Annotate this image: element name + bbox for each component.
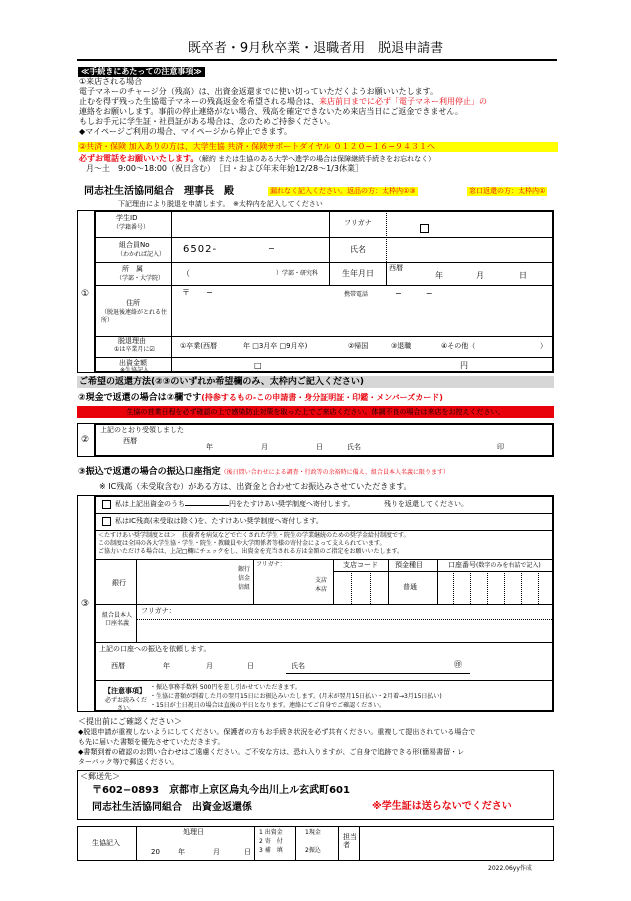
office-date-year: 年 (178, 848, 185, 856)
insurance-line: ②共済・保険 加入ありの方は、大学生協 共済・保険サポートダイヤル ０１２０−１６−９４３１へ (78, 142, 558, 152)
office-type-donation: 2 寄 付 (259, 838, 283, 845)
member-no-label: 組合員No (119, 241, 150, 249)
notice-line: 電子マネーのチャージ分（残高）は、出資金返還までに使い切っていただくようお願いいたします。 (79, 87, 438, 96)
received-name-label: 氏名 (347, 443, 361, 451)
deposit-type-ordinary: 普通 (403, 583, 417, 591)
received-label: 上記のとおり受領しました (100, 426, 184, 434)
mail-warning: ※学生証は送らないでください (372, 801, 512, 812)
affiliation-sub: （学部・大学院） (116, 275, 165, 282)
note-fee: ・振込事務手数料 500円を差し引かせていただきます。 (150, 684, 301, 691)
student-id-field[interactable] (420, 224, 429, 233)
amount-box: □ (254, 361, 262, 370)
donate-ic-label: 私はIC残高(未受取は除く)を、たすけあい奨学制度へ寄付します。 (115, 517, 323, 525)
donate-deposit-checkbox[interactable] (102, 500, 111, 509)
note-schedule: ・生協に書類が到着した月の翌月15日にお振込みいたします。(月末が翌月15日払い・2月着→3月15日払い) (150, 693, 442, 700)
request-month: 月 (206, 662, 213, 670)
office-method-cash: 1現金 (305, 829, 321, 836)
deposit-type-label: 預金種目 (395, 561, 423, 569)
furigana-label: フリガナ (344, 219, 372, 227)
office-method-transfer: 2振込 (305, 847, 321, 854)
received-seal: 印 (497, 443, 504, 451)
transfer-request: 上記の口座への振込を依頼します。 (99, 645, 211, 653)
office-date-era: 20 (151, 848, 160, 856)
birth-month: 月 (476, 271, 484, 280)
confirm-line: ◆脱退申請が重複しないようにしてください。保護者の方もお手続き状況を必ず共有ください。重複して提出されている場合で (78, 728, 476, 736)
holder-label: 組合員本人口座名義 (101, 612, 132, 628)
mail-org: 同志社生活協同組合 出資金返還係 (92, 802, 252, 813)
amount-yen: 円 (460, 361, 468, 370)
office-type-fill: 3 補 填 (259, 847, 283, 854)
method-band: ご希望の返還方法(②③のいずれか希望欄のみ、太枠内ご記入ください) (79, 377, 365, 387)
creation-date: 2022.06yy作成 (488, 865, 532, 872)
reason-other[interactable]: ④その他（ (441, 342, 476, 350)
legend-return: 漏れなく記入ください。返品の方：太枠内①③ (270, 187, 416, 195)
branch-main-label: 本店 (315, 586, 328, 593)
section3-number: ③ (81, 599, 90, 609)
request-seal: ㊞ (454, 660, 462, 669)
section2-number: ② (81, 435, 90, 445)
scholarship-info: ご協力いただける場合は、上記□欄にチェックをし、出資金を充当される方は金額のご指定をお願いいたします。 (98, 548, 404, 555)
legend-counter: 窓口返還の方：太枠内① (469, 187, 546, 195)
office-date-day: 日 (244, 848, 251, 856)
mail-label: ＜郵送先＞ (80, 772, 120, 781)
reason-graduation[interactable]: ①卒業(西暦 (180, 342, 218, 350)
title-rule (77, 59, 557, 61)
notice-line: ◆マイページご利用の場合、マイページから停止できます。 (79, 127, 292, 136)
reason-return-home[interactable]: ②帰国 (348, 342, 369, 350)
notes-title: 【注意事項】 (104, 687, 146, 695)
bank-label: 銀行 (112, 579, 126, 587)
office-staff-label: 担当者 (343, 833, 357, 850)
donate-ic-checkbox[interactable] (102, 517, 111, 526)
birth-era: 西暦 (389, 264, 403, 272)
section2-heading: ②現金で返還の場合は②欄です(持参するもの-この申請書・身分証明証・印鑑・メンバーズカード) (78, 393, 443, 403)
address-sub: （脱退後連絡がとれる住所） (101, 309, 168, 324)
section3-heading: ③振込で返還の場合の振込口座指定（後日問い合わせによる調査・行政等の余裕時に備え、組合員本人名義に限ります） (78, 467, 449, 477)
student-id-sub: （学籍番号） (113, 224, 150, 231)
received-month: 月 (261, 443, 268, 451)
birth-label: 生年月日 (342, 269, 374, 278)
bank-type-shinkumi: 信組 (238, 584, 251, 591)
bank-furigana: フリガナ： (256, 561, 286, 568)
reason-label: 脱退理由 (118, 337, 146, 345)
apply-line: 下記理由により脱退を申請します。 ※太枠内を記入してください (118, 200, 323, 208)
office-date-month: 月 (213, 848, 220, 856)
member-no-sub: （わかれば記入） (117, 251, 166, 258)
birth-day: 日 (519, 271, 527, 280)
member-no-dash: − (268, 244, 275, 253)
notice-line: 連絡をお願いします。事前の停止連絡がない場合、残高を確定できないため来店当日にご返金できません。 (79, 107, 463, 116)
affiliation-label: 所 属 (122, 265, 143, 273)
amount-label: 出資金額 (119, 359, 147, 367)
reason-sub: ①は卒業月に☑ (114, 346, 155, 353)
student-id-label: 学生ID (116, 214, 138, 222)
notice-line: ①来店される場合 (79, 77, 143, 86)
section1-thick-frame (94, 210, 554, 373)
donate-deposit-label: 私は上記出資金のうち 円をたすけあい奨学制度へ寄付します。 (115, 500, 355, 508)
mobile-label: 携帯電話 (344, 291, 369, 298)
confirm-line: ターパック等)で郵送ください。 (78, 758, 179, 766)
bank-type-bank: 銀行 (238, 566, 251, 573)
scholarship-info: ＜たすけあい奨学制度とは＞ 扶養者を病気などで亡くされた学生・院生の学業継続のための奨学金給付制度です。 (98, 532, 410, 539)
affiliation-open: （ (182, 269, 190, 278)
received-era: 西暦 (123, 437, 137, 445)
office-entry-label: 生協記入 (92, 839, 120, 847)
member-no-prefix[interactable]: 6502- (183, 244, 218, 255)
donate-deposit-rest: 残りを返還してください。 (384, 500, 468, 508)
bank-type-shinkin: 信金 (238, 575, 251, 582)
section1-number: ① (81, 289, 90, 299)
request-day: 日 (247, 662, 254, 670)
confirm-line: ◆書類到着の確認のお問い合わせはご遠慮ください。ご不安な方は、恐れ入りますが、ご自身で追跡できる形(簡易書留・レ (78, 748, 465, 756)
notice-line: もしお手元に学生証・社員証がある場合は、念のためご持参ください。 (79, 117, 335, 126)
scholarship-info: この制度は全国の各大学生協・学生・院生・教職員や大学関係者等様の寄付金によって支えられています。 (98, 540, 386, 547)
branch-label: 支店 (315, 577, 328, 584)
request-year: 年 (163, 662, 170, 670)
mail-address: 〒602−0893 京都市上京区烏丸今出川上ル玄武町601 (92, 785, 350, 796)
confirm-title: ＜提出前にご確認ください＞ (78, 717, 182, 726)
holder-furigana: フリガナ： (141, 607, 176, 615)
affiliation-close: ）学部・研究科 (276, 270, 319, 277)
office-date-label: 処理日 (183, 828, 204, 836)
reason-retire[interactable]: ③退職 (391, 342, 412, 350)
birth-year: 年 (435, 271, 443, 280)
received-day: 日 (316, 443, 323, 451)
request-name-label: 氏名 (291, 662, 305, 670)
notice-band: ≪手続きにあたっての注意事項≫ (78, 67, 205, 77)
notes-sub: 必ずお読みください。 (104, 697, 147, 712)
reason-other-close: ） (540, 342, 547, 350)
postal-field[interactable]: 〒 − (182, 288, 213, 297)
amount-sub: ※生協記入 (120, 367, 150, 374)
name-label: 氏名 (350, 245, 366, 254)
page-title: 既卒者・9月秋卒業・退職者用 脱退申請書 (187, 41, 444, 56)
received-year: 年 (206, 443, 213, 451)
account-no-label: 口座番号(数字のみを右詰で記入) (448, 561, 541, 569)
addressee: 同志社生活協同組合 理事長 殿 (84, 186, 234, 197)
covid-notice: 生協の営業日程を必ず確認の上で感染防止対策を取った上でご来店ください。体調不良の場合は来店をお控えください。 (77, 406, 554, 418)
insurance-hours: 月〜土 9:00〜18:00（祝日含む） ［日・および年末年始12/28〜1/3休業］ (86, 164, 363, 173)
note-holiday: ・15日が土日祝日の場合は直後の平日となります。連絡にてご自身でご確認ください。 (150, 702, 386, 709)
mobile-field[interactable]: − − (395, 289, 433, 298)
address-label: 住所 (126, 299, 140, 307)
notice-line: 止むを得ず残った生協電子マネーの残高返金を希望される場合は、来店前日までに必ず「電子マネー利用停止」の (79, 97, 487, 106)
ic-note: ※ IC残高（未受取含む）がある方は、出資金と合わせてお振込みさせていただきます。 (99, 482, 412, 491)
request-era: 西暦 (111, 662, 125, 670)
branch-code-label: 支店コード (343, 561, 378, 569)
confirm-line: も先に届いた書類を優先させていただきます。 (78, 738, 225, 746)
insurance-call: 必ずお電話をお願いいたします。（解約 または生協のある大学へ進学の場合は保障継続手続きをお忘れなく） (79, 154, 436, 163)
office-type-deposit: 1 出資金 (259, 829, 283, 836)
reason-graduation-month[interactable]: 年 □3月卒 □9月卒) (243, 342, 308, 350)
